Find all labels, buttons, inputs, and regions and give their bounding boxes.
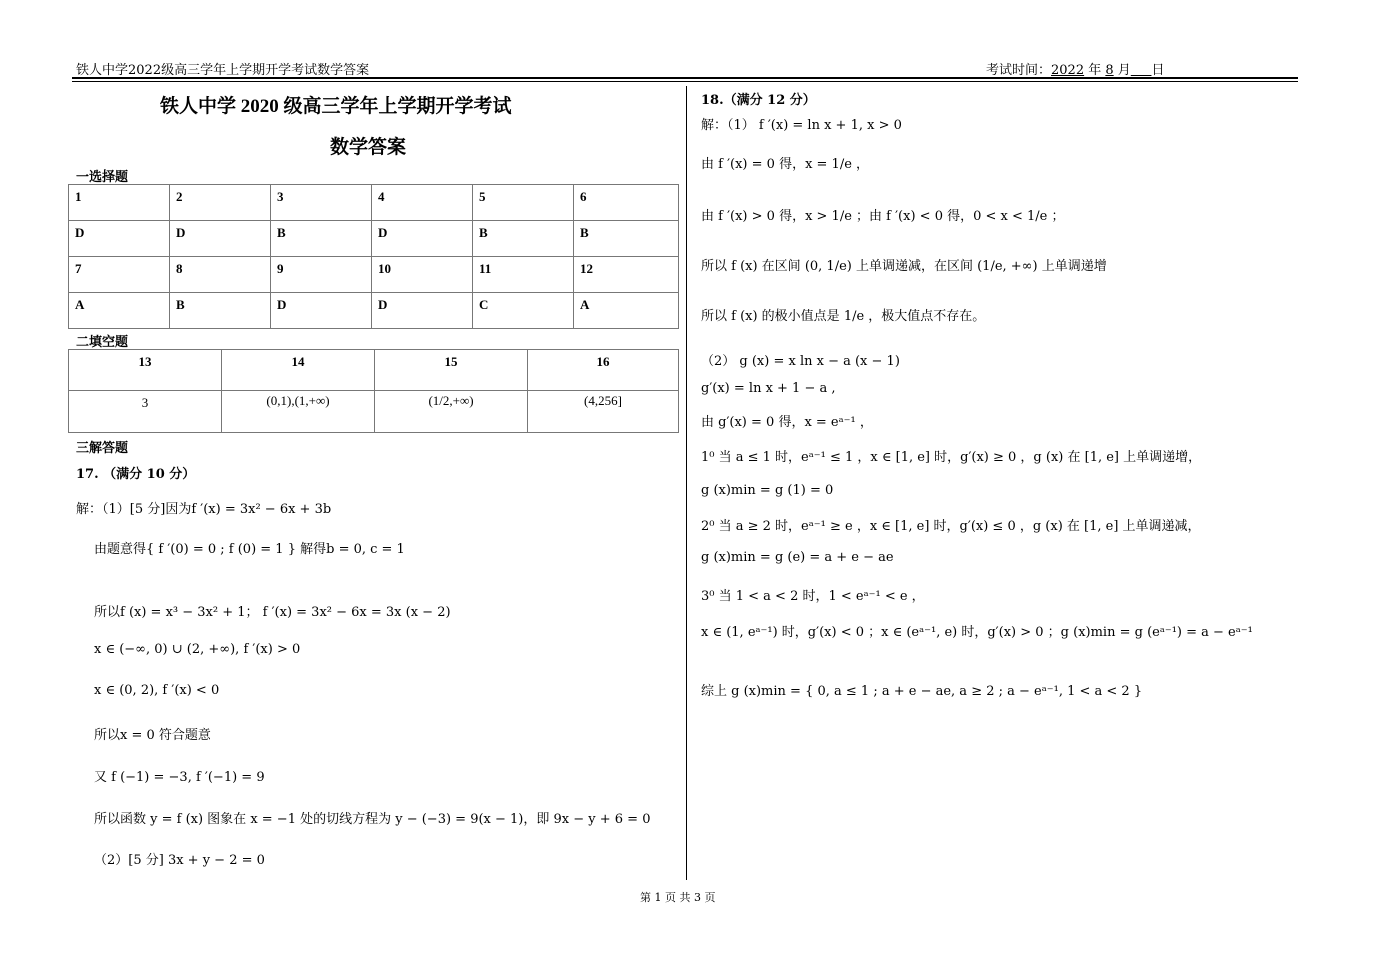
q17-line: 所以函数 y = f (x) 图象在 x = −1 处的切线方程为 y − (−3) = 9(x − 1)，即 9x − y + 6 = 0 <box>94 812 651 827</box>
cell: 9 <box>271 257 372 293</box>
q18-line: 2⁰ 当 a ≥ 2 时，eᵃ⁻¹ ≥ e ，x ∈ [1, e] 时，g′(x) ≤ 0 ，g (x) 在 [1, e] 上单调递减， <box>701 519 1201 534</box>
cell: C <box>473 293 574 329</box>
q17-line: 又 f (−1) = −3, f ′(−1) = 9 <box>94 770 265 785</box>
header-left: 铁人中学2022级高三学年上学期开学考试数学答案 <box>76 63 370 78</box>
header-rule-thin <box>72 81 1298 82</box>
cell: 8 <box>170 257 271 293</box>
q18-line: 3⁰ 当 1 < a < 2 时，1 < eᵃ⁻¹ < e ， <box>701 589 925 604</box>
q17-line: 解：（1）[5 分]因为f ′(x) = 3x² − 6x + 3b <box>76 502 332 517</box>
cell: A <box>69 293 170 329</box>
choice-answer-table <box>68 184 679 329</box>
cell: B <box>473 221 574 257</box>
cell: D <box>170 221 271 257</box>
q18-line: 由 f ′(x) > 0 得，x > 1/e ；由 f ′(x) < 0 得，0 < x < 1/e ； <box>701 209 1065 224</box>
cell: 4 <box>372 185 473 221</box>
cell: (1/2,+∞) <box>375 391 528 433</box>
q18-line: 所以 f (x) 在区间 (0, 1/e) 上单调递减，在区间 (1/e, +∞) 上单调递增 <box>701 259 1107 274</box>
page-footer: 第 1 页 共 3 页 <box>640 891 716 904</box>
q18-line: 由 g′(x) = 0 得，x = eᵃ⁻¹ ， <box>701 415 873 430</box>
q17-line: x ∈ (−∞, 0) ∪ (2, +∞), f ′(x) > 0 <box>94 642 301 657</box>
q18-line: 综上 g (x)min = { 0, a ≤ 1 ; a + e − ae, a ≥ 2 ; a − eᵃ⁻¹, 1 < a < 2 } <box>701 684 1143 699</box>
q18-line: x ∈ (1, eᵃ⁻¹) 时，g′(x) < 0 ；x ∈ (eᵃ⁻¹, e) 时，g′(x) > 0 ；g (x)min = g (eᵃ⁻¹) = a − eᵃ⁻¹ <box>701 625 1253 640</box>
cell: 2 <box>170 185 271 221</box>
header-rule <box>72 77 1298 79</box>
q17-heading: 17. （满分 10 分） <box>76 467 196 482</box>
column-divider <box>686 86 687 880</box>
header-right: 考试时间：2022 年 8 月 日 <box>986 63 1165 78</box>
cell: 5 <box>473 185 574 221</box>
q18-line: 解：（1） f ′(x) = ln x + 1, x > 0 <box>701 118 902 133</box>
cell: 16 <box>528 350 679 391</box>
q18-line: （2） g (x) = x ln x − a (x − 1) <box>701 354 900 369</box>
cell: 14 <box>222 350 375 391</box>
cell: 7 <box>69 257 170 293</box>
cell: 6 <box>574 185 679 221</box>
cell: B <box>574 221 679 257</box>
section2-heading: 二填空题 <box>76 335 129 350</box>
q18-line: 所以 f (x) 的极小值点是 1/e ，极大值点不存在。 <box>701 309 986 324</box>
q18-line: g (x)min = g (e) = a + e − ae <box>701 550 894 565</box>
cell: B <box>271 221 372 257</box>
cell: 1 <box>69 185 170 221</box>
q17-line: 所以f (x) = x³ − 3x² + 1； f ′(x) = 3x² − 6x = 3x (x − 2) <box>94 605 451 620</box>
q18-line: g (x)min = g (1) = 0 <box>701 483 834 498</box>
section1-heading: 一选择题 <box>76 170 129 185</box>
cell: A <box>574 293 679 329</box>
cell: 12 <box>574 257 679 293</box>
fill-answer-table <box>68 349 679 433</box>
cell: D <box>271 293 372 329</box>
q17-line: 所以x = 0 符合题意 <box>94 728 211 743</box>
page-title: 铁人中学 2020 级高三学年上学期开学考试 <box>160 96 512 117</box>
q18-line: 由 f ′(x) = 0 得，x = 1/e ， <box>701 157 870 172</box>
page-subtitle: 数学答案 <box>330 137 407 158</box>
cell: (4,256] <box>528 391 679 433</box>
q18-line: 1⁰ 当 a ≤ 1 时，eᵃ⁻¹ ≤ 1 ，x ∈ [1, e] 时，g′(x) ≥ 0 ，g (x) 在 [1, e] 上单调递增， <box>701 450 1202 465</box>
q18-line: g′(x) = ln x + 1 − a , <box>701 381 836 396</box>
cell: B <box>170 293 271 329</box>
cell: 3 <box>271 185 372 221</box>
cell: 15 <box>375 350 528 391</box>
cell: D <box>372 221 473 257</box>
q17-line: （2）[5 分] 3x + y − 2 = 0 <box>94 853 265 868</box>
section3-heading: 三解答题 <box>76 441 129 456</box>
cell: D <box>372 293 473 329</box>
q18-heading: 18.（满分 12 分） <box>701 93 816 108</box>
cell: 3 <box>69 391 222 433</box>
cell: (0,1),(1,+∞) <box>222 391 375 433</box>
q17-line: 由题意得{ f ′(0) = 0 ; f (0) = 1 } 解得b = 0, c = 1 <box>94 542 405 557</box>
cell: 10 <box>372 257 473 293</box>
cell: D <box>69 221 170 257</box>
cell: 13 <box>69 350 222 391</box>
q17-line: x ∈ (0, 2), f ′(x) < 0 <box>94 683 220 698</box>
cell: 11 <box>473 257 574 293</box>
